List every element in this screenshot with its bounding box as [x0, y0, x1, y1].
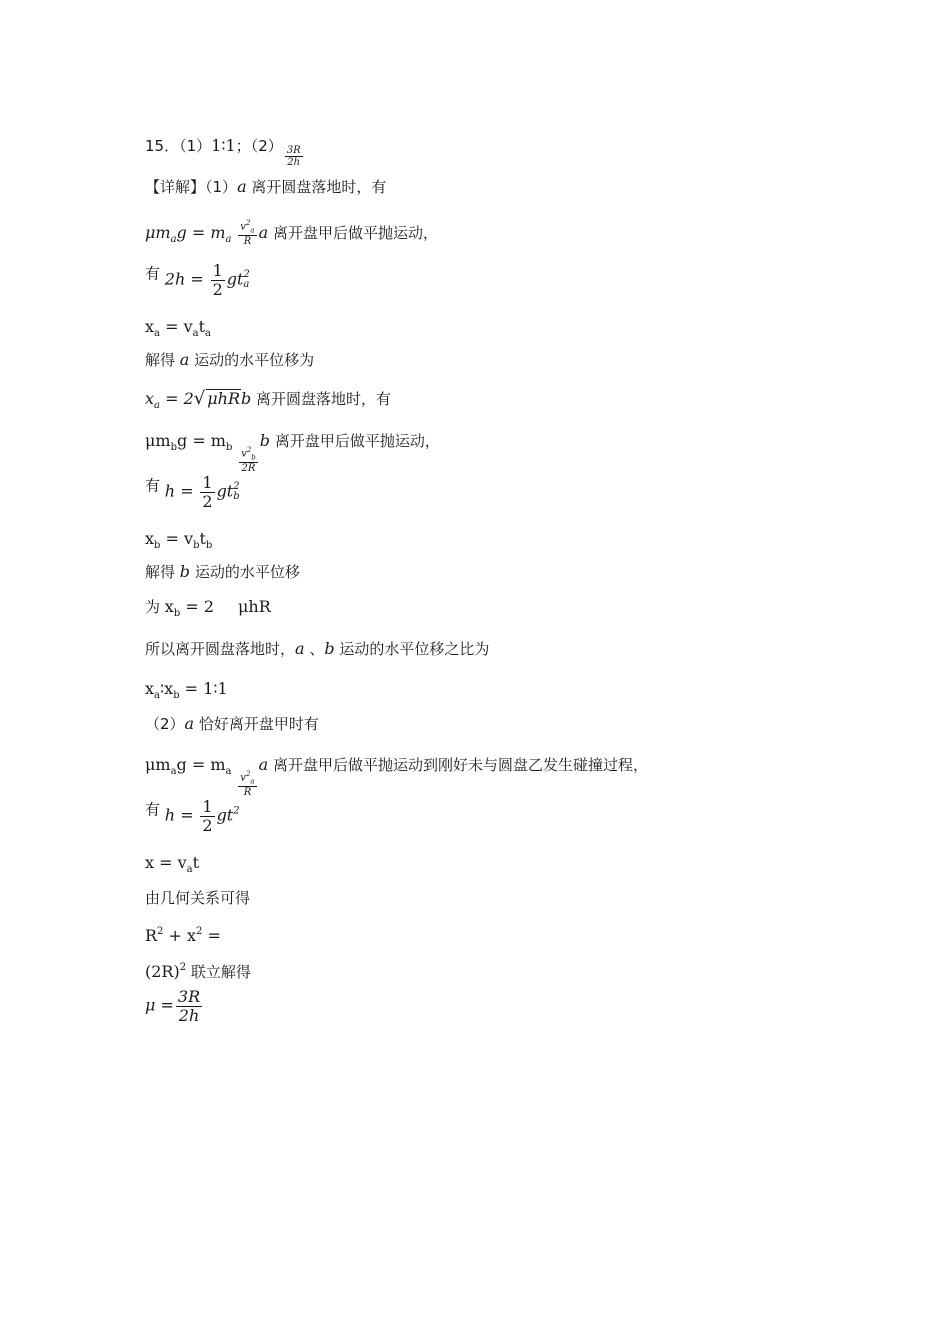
velocity-fraction: $\frac{v^2_b}{2R}$ [241, 445, 256, 474]
question-number: 15． [145, 137, 180, 155]
fraction-numerator: 3R [286, 145, 301, 156]
answer-line [145, 137, 305, 168]
part2-answer-fraction [285, 145, 303, 168]
ratio-text: 所以离开圆盘落地时，a 、b 运动的水平位移之比为 [145, 639, 490, 658]
equation-a-friction: $\mu m_ag = m_a$ $\frac{v^2_a}{R}$ a 离开盘甲后做平抛运动， [145, 219, 438, 248]
detail-intro [145, 178, 386, 196]
half-fraction: $\frac{1}{2}$ [212, 261, 223, 299]
result-b: 为 $x_b = 2$ μhR [145, 597, 271, 619]
intro-variable: a [237, 177, 247, 196]
part2-marker: （2） [250, 137, 283, 155]
equation-part2-friction: $\mu m_ag = m_a$ $\frac{v^2_a}{R}$ a 离开盘甲后做平抛运动到刚好未与圆盘乙发生碰撞过程， [145, 755, 648, 798]
detail-tag: 【详解】 [145, 178, 206, 196]
equation-a-displacement: $x_a = v_at_a$ [145, 317, 211, 339]
equation-b-friction: $\mu m_bg = m_b$ $\frac{v^2_b}{2R}$ b 离开盘甲后做平抛运动， [145, 431, 440, 474]
velocity-fraction: $\frac{v^2_a}{R}$ [240, 769, 255, 798]
final-result: μ = $\frac{3R}{2h}$ [145, 987, 201, 1025]
pythagoras-line-1: $R^2 + x^2$ = [145, 926, 221, 945]
final-fraction: $\frac{3R}{2h}$ [177, 987, 201, 1025]
part1-answer: 1∶1 [211, 136, 236, 155]
result-a: $x_a = 2√$ μhRb 离开圆盘落地时，有 [145, 388, 392, 411]
equation-b-displacement: $x_b = v_bt_b$ [145, 529, 213, 551]
pythagoras-line-2: $(2R)^2$ 联立解得 [145, 962, 251, 981]
equation-part2-displacement: $x = v_at$ [145, 853, 200, 875]
answer-separator: ； [235, 137, 251, 155]
radical-sign: √ [193, 388, 206, 409]
geometry-text: 由几何关系可得 [145, 889, 251, 907]
part1-marker: （1） [179, 137, 212, 155]
half-fraction: $\frac{1}{2}$ [202, 797, 213, 835]
equation-a-fall: 有 2h = $\frac{1}{2}$ gt 2 a [145, 261, 250, 299]
ratio-equation: $x_a∶x_b$ = 1∶1 [145, 679, 228, 701]
solve-a-text: 解得 a 运动的水平位移为 [145, 350, 315, 369]
solve-b-text: 解得 b 运动的水平位移 [145, 562, 300, 581]
intro-text: 离开圆盘落地时，有 [251, 178, 387, 196]
part2-intro: （2）a 恰好离开盘甲时有 [145, 714, 319, 733]
radicand: μhR [207, 389, 240, 408]
half-fraction: $\frac{1}{2}$ [202, 473, 213, 511]
intro-marker: （1） [205, 178, 238, 196]
velocity-fraction: $\frac{v^2_a}{R}$ [240, 219, 255, 248]
fraction-denominator: 2h [287, 157, 301, 168]
equation-part2-fall: 有 h = $\frac{1}{2}$ $gt^2$ [145, 797, 240, 835]
equation-b-fall: 有 h = $\frac{1}{2}$ gt 2 b [145, 473, 240, 511]
